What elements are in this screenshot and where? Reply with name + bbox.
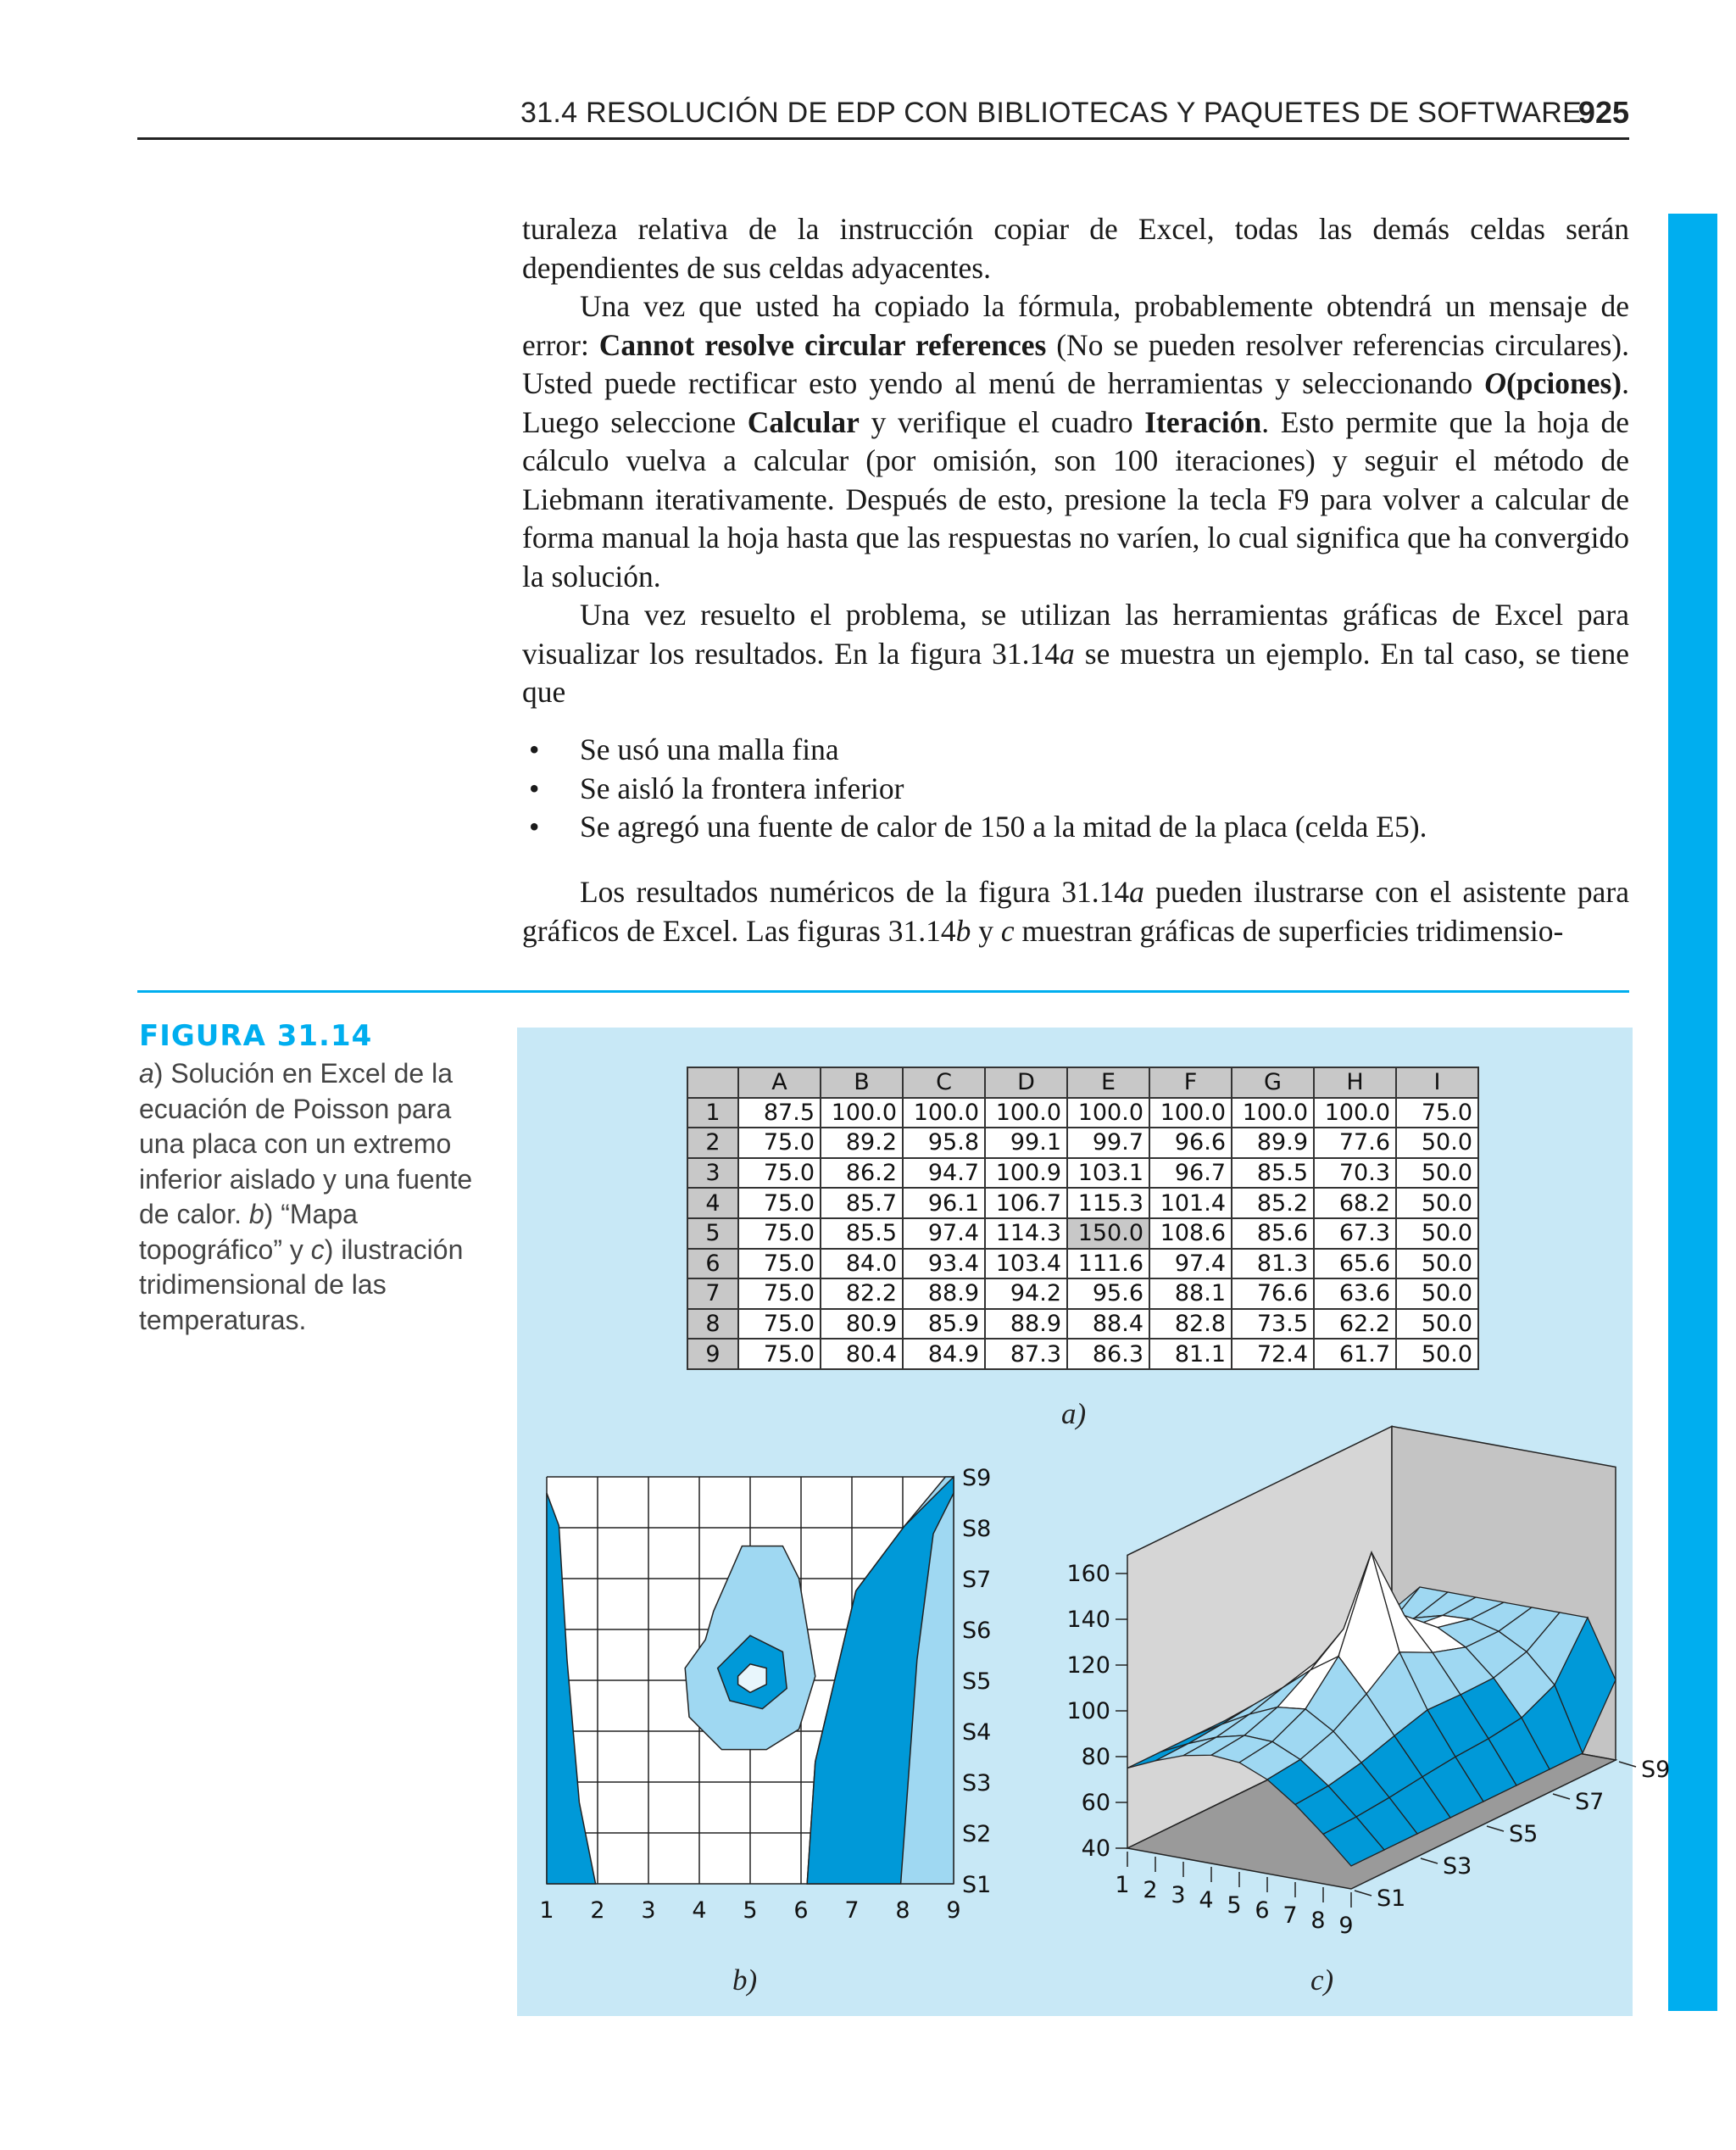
surface-z-axis xyxy=(1066,1561,1127,1862)
series-axis-tick xyxy=(1487,1826,1504,1831)
page-number: 925 xyxy=(1577,95,1629,130)
table-cell: 75.0 xyxy=(738,1188,821,1218)
x-axis-label: 7 xyxy=(1283,1902,1298,1929)
table-row xyxy=(687,1188,1478,1218)
contour-series-label: S3 xyxy=(962,1770,992,1796)
table-cell: 50.0 xyxy=(1396,1158,1478,1189)
table-cell: 97.4 xyxy=(1149,1249,1232,1279)
table-cell: 150.0 xyxy=(1067,1218,1149,1249)
table-cell: 114.3 xyxy=(985,1218,1067,1249)
contour-series-label: S1 xyxy=(962,1872,992,1898)
chapter-thumb-tab xyxy=(1668,214,1717,2011)
table-cell: 50.0 xyxy=(1396,1249,1478,1279)
table-cell: 100.0 xyxy=(1232,1098,1314,1128)
table-cell: 65.6 xyxy=(1314,1249,1396,1279)
contour-x-tick: 1 xyxy=(539,1897,554,1924)
table-cell: 75.0 xyxy=(738,1218,821,1249)
contour-x-tick: 6 xyxy=(793,1897,809,1924)
row-header: 3 xyxy=(687,1158,738,1189)
table-cell: 82.8 xyxy=(1149,1309,1232,1340)
contour-x-labels xyxy=(539,1897,960,1924)
contour-x-tick: 4 xyxy=(692,1897,707,1924)
table-cell: 94.7 xyxy=(903,1158,985,1189)
table-cell: 81.1 xyxy=(1149,1339,1232,1369)
table-cell: 50.0 xyxy=(1396,1278,1478,1309)
table-cell: 75.0 xyxy=(738,1278,821,1309)
table-cell: 84.9 xyxy=(903,1339,985,1369)
table-cell: 88.4 xyxy=(1067,1309,1149,1340)
list-item: • Se aisló la frontera inferior xyxy=(529,771,904,805)
table-cell: 93.4 xyxy=(903,1249,985,1279)
table-cell: 99.7 xyxy=(1067,1128,1149,1158)
table-cell: 85.6 xyxy=(1232,1218,1314,1249)
series-axis-tick xyxy=(1553,1794,1570,1799)
table-cell: 100.0 xyxy=(1067,1098,1149,1128)
table-cell: 50.0 xyxy=(1396,1218,1478,1249)
table-row xyxy=(687,1098,1478,1128)
table-cell: 77.6 xyxy=(1314,1128,1396,1158)
z-axis-label: 60 xyxy=(1081,1790,1110,1816)
z-axis-label: 80 xyxy=(1081,1744,1110,1770)
x-axis-label: 1 xyxy=(1115,1872,1130,1898)
contour-series-label: S8 xyxy=(962,1516,992,1542)
table-cell: 68.2 xyxy=(1314,1188,1396,1218)
x-axis-label: 9 xyxy=(1338,1913,1354,1939)
subfigure-label-b: b) xyxy=(732,1963,758,1997)
table-cell: 84.0 xyxy=(821,1249,903,1279)
table-cell: 88.9 xyxy=(985,1309,1067,1340)
table-row xyxy=(687,1309,1478,1340)
table-cell: 103.1 xyxy=(1067,1158,1149,1189)
contour-x-tick: 9 xyxy=(946,1897,961,1924)
column-header: E xyxy=(1067,1067,1149,1098)
column-header: C xyxy=(903,1067,985,1098)
contour-series-label: S2 xyxy=(962,1821,992,1847)
series-axis-label: S5 xyxy=(1509,1821,1538,1847)
x-axis-label: 6 xyxy=(1255,1897,1270,1924)
table-cell: 50.0 xyxy=(1396,1309,1478,1340)
table-row xyxy=(687,1339,1478,1369)
contour-x-tick: 2 xyxy=(590,1897,605,1924)
body-text-continued xyxy=(522,873,1629,950)
column-header: G xyxy=(1232,1067,1314,1098)
table-cell: 75.0 xyxy=(1396,1098,1478,1128)
list-item: • Se agregó una fuente de calor de 150 a la mitad de la placa (celda E5). xyxy=(529,810,1427,844)
figure-caption: a) Solución en Excel de la ecuación de Poisson para una placa con un extremo inferior aislado y una fuente de calor. b) “Mapa topográfico” y c) ilustración tridimensional de las temperaturas. xyxy=(139,1058,473,1335)
series-axis-label: S3 xyxy=(1443,1853,1472,1880)
z-axis-label: 100 xyxy=(1066,1698,1110,1724)
contour-series-label: S4 xyxy=(962,1719,992,1746)
paragraph-3: Una vez resuelto el problema, se utilizan las herramientas gráficas de Excel para visualizar los resultados. En la figura 31.14a se muestra un ejemplo. En tal caso, se tiene que xyxy=(522,598,1629,709)
table-cell: 96.1 xyxy=(903,1188,985,1218)
z-axis-label: 140 xyxy=(1066,1607,1110,1633)
contour-x-tick: 3 xyxy=(641,1897,656,1924)
spreadsheet-table xyxy=(687,1067,1479,1370)
table-cell: 115.3 xyxy=(1067,1188,1149,1218)
subfigure-label-a: a) xyxy=(1061,1397,1087,1430)
table-row xyxy=(687,1218,1478,1249)
row-header: 8 xyxy=(687,1309,738,1340)
row-header: 1 xyxy=(687,1098,738,1128)
error-message-term: Cannot resolve circular references xyxy=(598,327,1047,362)
table-cell: 96.7 xyxy=(1149,1158,1232,1189)
table-cell: 94.2 xyxy=(985,1278,1067,1309)
series-axis-label: S7 xyxy=(1575,1789,1605,1815)
table-cell: 80.4 xyxy=(821,1339,903,1369)
table-cell: 72.4 xyxy=(1232,1339,1314,1369)
running-header xyxy=(137,93,1629,140)
z-axis-label: 120 xyxy=(1066,1652,1110,1679)
table-cell: 100.0 xyxy=(985,1098,1067,1128)
series-axis-label: S9 xyxy=(1641,1757,1671,1783)
contour-series-label: S9 xyxy=(962,1465,992,1491)
row-header: 7 xyxy=(687,1278,738,1309)
series-axis-label: S1 xyxy=(1377,1885,1406,1912)
row-header: 6 xyxy=(687,1249,738,1279)
x-axis-label: 8 xyxy=(1310,1908,1326,1934)
column-header: B xyxy=(821,1067,903,1098)
table-cell: 106.7 xyxy=(985,1188,1067,1218)
table-cell: 100.0 xyxy=(1149,1098,1232,1128)
table-cell: 88.9 xyxy=(903,1278,985,1309)
table-cell: 85.2 xyxy=(1232,1188,1314,1218)
z-axis-label: 40 xyxy=(1081,1835,1110,1862)
table-cell: 75.0 xyxy=(738,1339,821,1369)
z-axis-label: 160 xyxy=(1066,1561,1110,1587)
table-cell: 85.5 xyxy=(821,1218,903,1249)
row-header: 2 xyxy=(687,1128,738,1158)
table-cell: 89.2 xyxy=(821,1128,903,1158)
list-item: • Se usó una malla fina xyxy=(529,732,839,766)
contour-series-label: S5 xyxy=(962,1668,992,1695)
paragraph-1: turaleza relativa de la instrucción copiar de Excel, todas las demás celdas serán dependientes de sus celdas adyacentes. xyxy=(522,212,1629,285)
table-cell: 73.5 xyxy=(1232,1309,1314,1340)
row-header: 5 xyxy=(687,1218,738,1249)
contour-series-label: S6 xyxy=(962,1618,992,1644)
surface-plot xyxy=(1017,1475,1671,1950)
table-cell: 75.0 xyxy=(738,1249,821,1279)
table-cell: 75.0 xyxy=(738,1158,821,1189)
table-cell: 75.0 xyxy=(738,1128,821,1158)
paragraph-4: Los resultados numéricos de la figura 31.14a pueden ilustrarse con el asistente para gráficos de Excel. Las figuras 31.14b y c muestran gráficas de superficies tridimensio- xyxy=(522,875,1629,948)
table-row xyxy=(687,1249,1478,1279)
row-header: 9 xyxy=(687,1339,738,1369)
contour-x-tick: 7 xyxy=(844,1897,860,1924)
table-cell: 50.0 xyxy=(1396,1339,1478,1369)
table-cell: 86.3 xyxy=(1067,1339,1149,1369)
table-cell: 61.7 xyxy=(1314,1339,1396,1369)
table-cell: 81.3 xyxy=(1232,1249,1314,1279)
table-cell: 100.0 xyxy=(1314,1098,1396,1128)
body-text xyxy=(522,210,1629,712)
table-row xyxy=(687,1158,1478,1189)
table-corner-cell xyxy=(687,1067,738,1098)
table-cell: 85.9 xyxy=(903,1309,985,1340)
series-axis-tick xyxy=(1355,1891,1372,1896)
contour-map xyxy=(526,1458,1000,1941)
column-header: F xyxy=(1149,1067,1232,1098)
table-cell: 63.6 xyxy=(1314,1278,1396,1309)
table-cell: 86.2 xyxy=(821,1158,903,1189)
table-cell: 50.0 xyxy=(1396,1188,1478,1218)
series-axis-tick xyxy=(1421,1858,1438,1863)
table-cell: 95.6 xyxy=(1067,1278,1149,1309)
contour-series-label: S7 xyxy=(962,1567,992,1593)
table-cell: 100.0 xyxy=(821,1098,903,1128)
table-cell: 50.0 xyxy=(1396,1128,1478,1158)
table-cell: 76.6 xyxy=(1232,1278,1314,1309)
column-header: A xyxy=(738,1067,821,1098)
figure-label: FIGURA 31.14 xyxy=(139,1019,373,1053)
table-cell: 89.9 xyxy=(1232,1128,1314,1158)
table-cell: 97.4 xyxy=(903,1218,985,1249)
table-cell: 87.3 xyxy=(985,1339,1067,1369)
table-cell: 103.4 xyxy=(985,1249,1067,1279)
row-header: 4 xyxy=(687,1188,738,1218)
table-cell: 111.6 xyxy=(1067,1249,1149,1279)
contour-x-tick: 5 xyxy=(743,1897,758,1924)
figure-divider xyxy=(137,990,1629,993)
table-cell: 75.0 xyxy=(738,1309,821,1340)
table-cell: 87.5 xyxy=(738,1098,821,1128)
table-cell: 101.4 xyxy=(1149,1188,1232,1218)
column-header: I xyxy=(1396,1067,1478,1098)
x-axis-label: 2 xyxy=(1143,1877,1158,1903)
column-header: D xyxy=(985,1067,1067,1098)
table-cell: 96.6 xyxy=(1149,1128,1232,1158)
x-axis-label: 5 xyxy=(1227,1892,1242,1919)
table-cell: 95.8 xyxy=(903,1128,985,1158)
running-header-title: 31.4 RESOLUCIÓN DE EDP CON BIBLIOTECAS Y PAQUETES DE SOFTWARE xyxy=(520,97,1583,129)
contour-series-labels xyxy=(962,1465,991,1898)
table-cell: 100.0 xyxy=(903,1098,985,1128)
table-cell: 85.5 xyxy=(1232,1158,1314,1189)
bullet-list xyxy=(522,731,1629,847)
table-row xyxy=(687,1128,1478,1158)
paragraph-2: Una vez que usted ha copiado la fórmula, probablemente obtendrá un mensaje de error: Cannot resolve circular references (No se pueden resolver referencias circulares). Usted puede rectificar esto yendo al menú de herramientas y seleccionando O(pciones). Luego seleccione Calcular y verifique el cuadro Iteración. Esto permite que la hoja de cálculo vuelva a calcular (por omisión, son 100 iteraciones) y seguir el método de Liebmann iterativamente. Después de esto, presione la tecla F9 para volver a calcular de forma manual la hoja hasta que las respuestas no varíen, lo cual significa que ha convergido la solución. xyxy=(522,289,1629,593)
table-cell: 80.9 xyxy=(821,1309,903,1340)
table-cell: 108.6 xyxy=(1149,1218,1232,1249)
table-cell: 100.9 xyxy=(985,1158,1067,1189)
table-cell: 70.3 xyxy=(1314,1158,1396,1189)
column-header: H xyxy=(1314,1067,1396,1098)
table-row xyxy=(687,1278,1478,1309)
x-axis-label: 4 xyxy=(1199,1887,1214,1913)
table-cell: 62.2 xyxy=(1314,1309,1396,1340)
table-cell: 99.1 xyxy=(985,1128,1067,1158)
table-cell: 82.2 xyxy=(821,1278,903,1309)
table-cell: 88.1 xyxy=(1149,1278,1232,1309)
table-cell: 67.3 xyxy=(1314,1218,1396,1249)
x-axis-label: 3 xyxy=(1171,1882,1186,1908)
contour-x-tick: 8 xyxy=(895,1897,910,1924)
subfigure-label-c: c) xyxy=(1310,1963,1334,1997)
table-cell: 85.7 xyxy=(821,1188,903,1218)
